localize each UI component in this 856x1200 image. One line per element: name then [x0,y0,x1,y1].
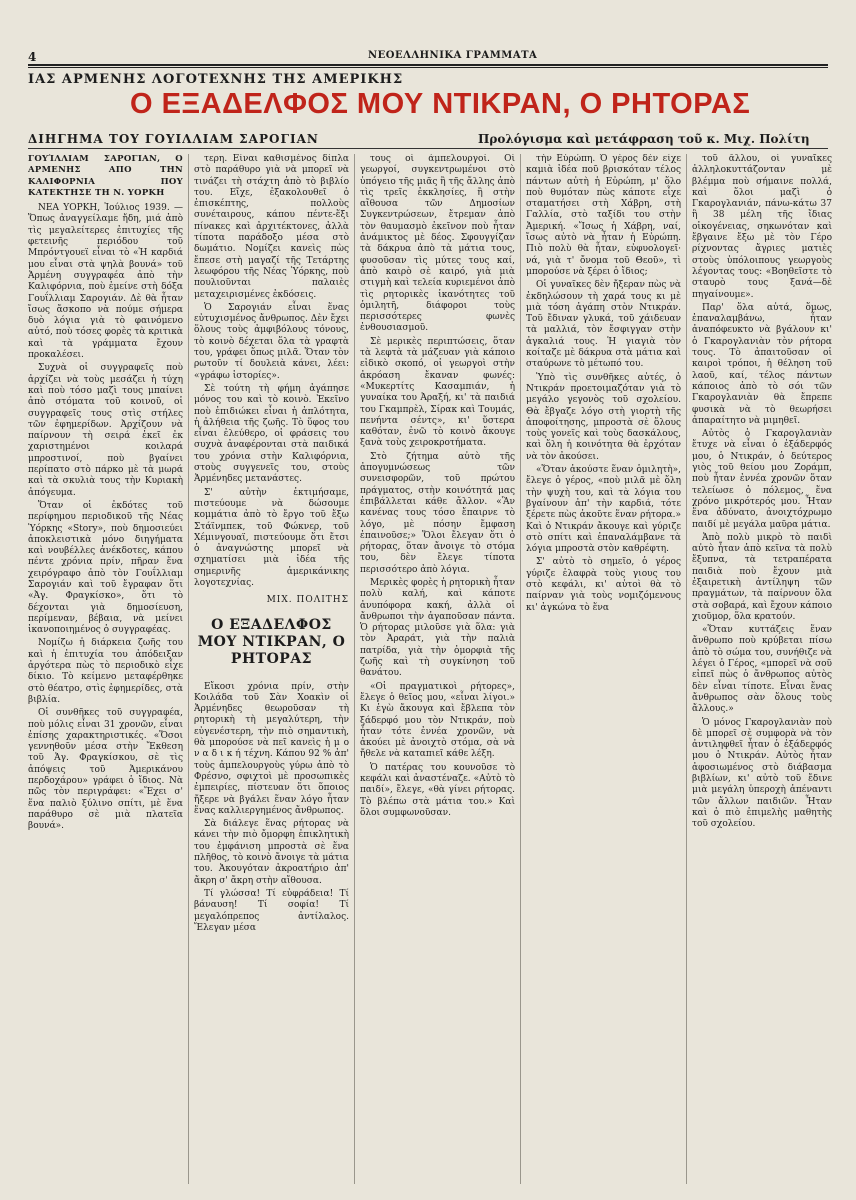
paragraph: Ὅταν οἱ ἐκδότες τοῦ περίφημου περιοδικοῦ τῆς Νέας Ὑόρκης «Story», ποὺ δημοσιεύει ἀποκλειστικὰ μόνο διηγήματα καὶ νουβέλλες ἀνέκδοτες, κάπου πέντε χρόνια πρίν, πῆραν ἕνα χειρόγραφο ἀπὸ τὸν Γουΐλλιαμ Σαρογιάν καὶ τοῦ ἔγραφαν ὅτι «Ἀγ. Φραγκίσκο», ὅτι τὸ δέχονται γιὰ δημοσίευση, περίμεναν, βέβαια, νὰ μείνει ἱκανοποιημένος ὁ συγγραφέας. [28,500,183,636]
column-lead: ΓΟΥΊΛΛΙΑΜ ΣΑΡΟΓΙΑΝ, Ο ΑΡΜΕΝΗΣ ΑΠΟ ΤΗΝ ΚΑΛΙΦΟΡΝΙΑ ΠΟΥ ΚΑΤΕΚΤΗΣΕ ΤΗ Ν. ΥΟΡΚΗ [28,154,183,198]
signature: ΜΙΧ. ΠΟΛΙΤΗΣ [266,595,349,606]
paragraph: ΝΕΑ ΥΟΡΚΗ, Ἰούλιος 1939. — Ὅπως ἀναγγείλαμε ἤδη, μιά ἀπὸ τὶς μεγαλείτερες ἐπιτυχίες τῆς φετεινῆς περιόδου τοῦ Μπρόντγουεϊ εἶναι τὸ «Ἡ καρδιά μου εἶναι στὰ ψηλὰ βουνά» τοῦ Ἀρμένη συγγραφέα ἀπὸ τὴν Καλιφόρνια, ποὺ ἐμείνε στὴ δόξα Γουΐλλιαμ Σαρογιάν. Δὲ θὰ ἦταν ἴσως ἄσκοπο νὰ πούμε σήμερα δυὸ λόγια γιὰ τὸ φαινόμενο αὐτό, ποὺ τόσες φορὲς τὰ κριτικὰ καὶ τὰ γράμματα ἔχουν προκαλέσει. [28,203,183,361]
paragraph: Ὁ Σαρογιάν εἶναι ἕνας εὐτυχισμένος ἄνθρωπος. Δὲν ἔχει ὅλους τοὺς ἀμφιβόλους τόνους, τὸ κοινὸ δέχεται ὅλα τὰ γραφτὰ του, γράφει ὅπως μιλᾶ. Ὅταν τὸν ρωτοῦν τί δουλειὰ κάνει, λέει: «γράφω ἱστορίες». [194,302,349,381]
column-divider [686,154,687,1184]
paragraph: Νομίζω ἡ διάρκεια ζωῆς του καὶ ἡ ἐπιτυχία του ἀπόδειξαν ἀργότερα πὼς τὸ περιοδικὸ εἶχε δίκιο. Τὸ κείμενο μεταφέρθηκε στὸ θέατρο, στὶς ἐφημερίδες, στὰ βιβλία. [28,638,183,705]
article-title: Ο ΕΞΑΔΕΛΦΟΣ ΜΟΥ ΝΤΙΚΡΑΝ, Ο ΡΗΤΟΡΑΣ [130,88,751,120]
paragraph: Μερικὲς φορὲς ἡ ρητορικὴ ἦταν πολὺ καλή, καὶ κάποτε ἀνυπόφορα κακή, ἀλλὰ οἱ ἄνθρωποι τὴν ἀγαποῦσαν πάντα. Ὁ ρήτορας μιλοῦσε γιὰ ὅλα: γιὰ τὸν Ἀραράτ, γιὰ τὴν παλιὰ πατρίδα, γιὰ τὴν ὀμορφιὰ τῆς ζωῆς καὶ τὴ συγκίνηση τοῦ θανάτου. [360,577,515,679]
headline-rule [28,148,828,149]
paragraph: τὴν Εὐρώπη. Ὁ γέρος δὲν εἶχε καμιὰ ἰδέα ποῦ βρισκόταν τέλος πάντων αὐτὴ ἡ Εὐρώπη, μ' ὅλο ποὺ θυμόταν πὼς κάποτε εἶχε σταματήσει στὴ Χάβρη, στὴ Γαλλία, στὸ ταξίδι του στὴν Ἀμερική. «Ἴσως ἡ Χάβρη, ναί, ἴσως αὐτὸ νὰ ἦταν ἡ Εὐρώπη. Πιὸ πολὺ θὰ ἦταν, εὐφυολογεῖ· νά, γιὰ τ' ὄνομα τοῦ Θεοῦ», τὶ μπορούσε νὰ ξέρει ὁ ἴδιος; [526,154,681,277]
paragraph: τερη. Εἶναι καθισμένος δίπλα στὸ παράθυρο γιὰ νὰ μπορεῖ νὰ τινάζει τὴ στάχτη ἀπὸ τὸ βιβλίο του. Εἴχε, ἐξακολουθεῖ ὁ ἐπισκέπτης, πολλοὺς συνέταιρους, κάπου πέντε-ἕξι πίνακες καὶ ἀρχιτέκτονες, ἀλλὰ τίποτα παράδοξο μέσα στὸ δωμάτιο. Νομίζει κανεὶς πὼς ἔπεσε στὴ μαγαζί τῆς Τετάρτης λεωφόρου τῆς Νέας Ὑόρκης, ποὺ πουλιοῦνται παλαιὲς μεταχειρισμένες ἐκδόσεις. [194,154,349,300]
paragraph: Ὑπὸ τὶς συνθῆκες αὐτές, ὁ Ντικράν προετοιμαζόταν γιὰ τὸ μεγάλο γεγονὸς τοῦ σχολείου. Θὰ ἔβγαζε λόγο στὴ γιορτὴ τῆς ἀποφοίτησης, μπροστὰ σὲ ὅλους τοὺς γονεῖς καὶ τοὺς δασκάλους, καὶ ὅλη ἡ κοινότητα θὰ ἐρχόταν νὰ τὸν ἀκούσει. [526,372,681,462]
paragraph: Εἴκοσι χρόνια πρίν, στὴν Κοιλάδα τοῦ Σὰν Χοακὶν οἱ Ἀρμένηδες θεωροῦσαν τὴ ρητορικὴ τὴ μεγαλύτερη, τὴν εὐγενέστερη, τὴν πιὸ σημαντικὴ, θὰ μπορούσε νὰ πεῖ κανεὶς ἡ μ ο ν α δ ι κ ή τέχνη. Κάπου 92 % ἀπ' τοὺς ἀμπελουργοὺς γύρω ἀπὸ τὸ Φρέσνο, σφιχτοὶ μὲ προσωπικὲς ἐμπειρίες, πίστευαν ὅτι ὅποιος ἤξερε νὰ βγάλει ἕναν λόγο ἦταν ἕνας καλλιεργημένος ἄνθρωπος. [194,681,349,816]
page-number: 4 [28,50,37,64]
column-divider [520,154,521,1184]
story-title: Ο ΕΞΑΔΕΛΦΟΣ ΜΟΥ ΝΤΙΚΡΑΝ, Ο ΡΗΤΟΡΑΣ [197,616,346,667]
paragraph: Στὸ ζήτημα αὐτὸ τῆς ἀπογυμνώσεως τῶν συνεισφορῶν, τοῦ πρώτου πράγματος, στὴν κοινότητά μας ἐπιβάλλεται κάθε ἄλλον. «Ἂν κανένας τους τόσο ἔπαιρνε τὸ λόγο, μὲ πόσην ἔμφαση ἐπαινοῦσε;» Ὅλοι ἔλεγαν ὅτι ὁ ρήτορας, ὅταν ἄνοιγε τὸ στόμα του, δὲν ἔλεγε τίποτα περισσότερο ἀπὸ λόγια. [360,451,515,575]
paragraph: «Ὅταν κυττάζεις ἕναν ἄνθρωπο ποὺ κρύβεται πίσω ἀπὸ τὸ σώμα του, συνήθιζε νὰ λέγει ὁ Γέρος, «μπορεῖ νὰ σοῦ εἰπεῖ πὼς ὁ ἄνθρωπος αὐτὸς δὲν εἶναι τίποτε. Εἶναι ἕνας ἄνθρωπος σὰν ὅλους τοὺς ἄλλους.» [692,625,832,715]
paragraph: Συχνὰ οἱ συγγραφεῖς ποὺ ἀρχίζει νὰ τοὺς μεσάζει ἡ τύχη καὶ ποὺ τόσο μαζὶ τους μπαίνει ἀπὸ στόματα τοῦ κοινοῦ, οἱ συγγραφεῖς τους στὶς στήλες τῶν ἐφημερίδων. Ἀρχίζουν νὰ παίρνουν τὴ σειρά ἐκεῖ ἐκ χαριστημένοι κοιλαρά μπροστινοί, ποὺ βγαίνει περίπατο στὸ πάρκο μὲ τὰ μωρά καὶ τὰ σκυλιὰ τους τὴν Κυριακὴ ἀπόγευμα. [28,363,183,498]
paragraph: Σὲ τούτη τὴ φήμη ἀγάπησε μόνος του καὶ τὸ κοινὸ. Ἐκεῖνο ποὺ ἐπιδιώκει εἶναι ἡ ἁπλότητα, ἡ ἀλήθεια τῆς ζωῆς. Τὸ ὕφος του εἶναι ἐλεύθερο, οἱ φράσεις του συχνὰ ἀναφέρονται στὰ παιδικά του χρόνια στὴν Καλιφόρνια, στοὺς συγγενεῖς του, στοὺς Ἀρμένηδες μετανάστες. [194,383,349,485]
page-header [28,48,828,68]
article-subhead: ΔΙΗΓΗΜΑ ΤΟΥ ΓΟΥΙΛΛΙΑΜ ΣΑΡΟΓΙΑΝ [28,132,319,146]
text-column-1 [28,154,183,1184]
column-divider [354,154,355,1184]
paragraph: Αὐτὸς ὁ Γκαρογλανιὰν ἔτυχε νὰ εἶναι ὁ ἐξάδερφός μου, ὁ Ντικράν, ὁ δεύτερος γιὸς τοῦ θείου μου Ζοράμπ, ποὺ ἦταν ἐννέα χρονῶν ὅταν τελείωσε ὁ πόλεμος, ἕνα χρόνο μικρότερός μου. Ἦταν ἕνα ἀδύνατο, ἀνοιχτόχρωμο παιδί μὲ μεγάλα μαῦρα μάτια. [692,429,832,530]
paragraph: Τί γλώσσα! Τί εὐφράδεια! Τί βάναυση! Τί σοφία! Τί μεγαλόπρεπος ἀντίλαλος. Ἔλεγαν μέσα [194,888,349,933]
paragraph: τοῦ ἄλλου, οἱ γυναῖκες ἀλληλοκυττάζονταν μὲ βλέμμα ποὺ σήμαινε πολλά, καὶ ὅλοι μαζὶ ὁ Γκαρογλανιάν, πάνω-κάτω 37 ἢ 38 μέλη τῆς ἴδιας οἰκογένειας, σηκωνόταν καὶ ἔβγαινε ἔξω μὲ τὸν Γέρο ρίχνοντας ἄγριες ματιὲς στοὺς ὑπόλοιπους γεωργοὺς λέγοντας τους: «Βοηθεῖστε τὸ σταυρὸ τους ξανά—δὲ πηγαίνουμε». [692,154,832,300]
paragraph: Ἀπὸ πολὺ μικρὸ τὸ παιδὶ αὐτὸ ἦταν ἀπὸ κεῖνα τὰ πολὺ ἔξυπνα, τὰ τετραπέρατα παιδιὰ ποὺ ἔχουν μιὰ ἐξαιρετικὴ ἀντίληψη τῶν πραγμάτων, τὰ παίρνουν ὅλα στὰ σοβαρά, καὶ ἔχουν κάποιο χιοῦμορ, ὅλα κρατούν. [692,532,832,622]
paragraph: τους οἱ ἀμπελουργοί. Οἱ γεωργοί, συγκεντρωμένοι στὸ ὑπόγειο τῆς μιᾶς ἢ τῆς ἄλλης ἀπὸ τὶς τρεῖς ἐκκλησίες, ἢ στὴν αἴθουσα τῶν Δημοσίων Συγκεντρώσεων, ἔτρεμαν ἀπὸ τὸν θαυμασμὸ ἐκεῖνον ποὺ ἦταν ἀνάμικτος μὲ δέος. Σφουγγίζαν τὰ δάκρυα ἀπὸ τὰ μάτια τους, φυσοῦσαν τὶς μύτες τους καί, ἀπὸ καιρὸ σὲ καιρό, γιὰ μιὰ στιγμὴ καὶ τελεία κυριεμένοι ἀπὸ τὶς ρητορικὲς ἱκανότητες τοῦ ὁμιλητῆ, διάφοροι τοὺς περισσότερες φωνὲς ἐνθουσιασμοῦ. [360,154,515,334]
paragraph: Οἱ γυναῖκες δὲν ἤξεραν πὼς νὰ ἐκδηλώσουν τὴ χαρά τους κι μὲ μιὰ τόση ἀγάπη στὸν Ντικράν. Τοῦ ἔδιναν γλυκά, τοῦ χάιδευαν τὰ μαλλιά, τὸν ἔσφιγγαν στὴν ἀγκαλιά τους. Ἡ γιαγιὰ τὸν κοίταζε μὲ δάκρυα στὰ μάτια καὶ σταύρωνε τὸ μέτωπό του. [526,280,681,370]
paragraph: Παρ' ὅλα αὐτά, ὅμως, ἐπαναλαμβάνω, ἦταν ἀναπόφευκτο νὰ βγάλουν κι' ὁ Γκαρογλανιὰν τὸν ρήτορα τους. Τὸ ἀπαιτοῦσαν οἱ καιροὶ τρόποι, ἡ θέληση τοῦ λαοῦ, καί, τέλος πάντων κάποιος ἀπὸ τὸ σόι τῶν Γκαρογλανιὰν θὰ ἔπρεπε φυσικὰ νὰ τὸ θεωρήσει ἀπαραίτητο νὰ μιμηθεῖ. [692,302,832,426]
column-divider [188,154,189,1184]
paragraph: Σὲ μερικὲς περιπτώσεις, ὅταν τὰ λεφτὰ τὰ μάζευαν γιὰ κάποιο εἰδικὸ σκοπό, οἱ γεωργοὶ στὴν ἀκρόαση ἔκαναν φωνές: «Μυκερτίτς Κασαμπιάν, ἡ γυναίκα του Ἀραξή, κι' τὰ παιδιά του Γκαμπρὲλ, Σίρακ καὶ Τουμάς, πενήντα σέντς», κι' ὕστερα καθόταν, ἐνῶ τὸ κοινὸ ἄκουγε ξανὰ τοὺς χειροκροτήματα. [360,336,515,449]
paragraph: Ὁ πατέρας του κουνοῦσε τὸ κεφάλι καὶ ἀναστέναζε. «Αὐτὸ τὸ παιδί», ἔλεγε, «θὰ γίνει ρήτορας. Τὸ βλέπω στὰ μάτια του.» Καὶ ὅλοι συμφωνοῦσαν. [360,762,515,818]
paragraph: Σ' αὐτὸ τὸ σημεῖο, ὁ γέρος γύριζε ἐλαφρὰ τοὺς γιους του στὸ κεφάλι, κι' αὐτοὶ θὰ τὸ παίρναν γιὰ τοὺς νομιζόμενους κι' ἀγκώνα τὸ ἕνα [526,557,681,613]
paragraph: «Οἱ πραγματικοὶ ρήτορες», ἔλεγε ὁ θεῖος μου, «εἶναι λίγοι.» Κι ἐγὼ ἄκουγα καὶ ἔβλεπα τὸν ξάδερφό μου τὸν Ντικράν, ποὺ ἦταν τότε ἐννέα χρονῶν, νὰ ἀκούει μὲ ἀνοιχτὸ στόμα, σὰ νὰ ἤθελε νὰ καταπιεῖ κάθε λέξη. [360,681,515,760]
paragraph: Ὁ μόνος Γκαρογλανιὰν ποὺ δὲ μπορεῖ σὲ συμφορὰ νὰ τὸν ἀντιληφθεῖ ἦταν ὁ ἐξάδερφός μου ὁ Ντικράν. Αὐτὸς ἦταν ἀφοσιωμένος στὸ διάβασμα βιβλίων, κι' αὐτὸ τοῦ ἔδινε μιὰ μεγάλη ὑπεροχὴ ἀπέναντι τῶν ἄλλων παιδιῶν. Ἦταν καὶ ὁ πιὸ ἐπιμελὴς μαθητὴς τοῦ σχολείου. [692,717,832,830]
paragraph: Οἱ συνθῆκες τοῦ συγγραφέα, ποὺ μόλις εἶναι 31 χρονῶν, εἶναι ἐπίσης χαρακτηριστικές. «Ὅσοι γεννηθοῦν μέσα στὴν Ἔκθεση τοῦ Ἀγ. Φραγκίσκου, σὲ τὶς ἀπόψεις τοῦ Ἀμερικάνου περδοχάρου» γράφει ὁ ἴδιος. Νὰ πῶς τὸν περιγράφει: «Ἔχει σ' ἕνα παλιὸ ξύλινο σπίτι, μὲ ἕνα παράθυρο σὲ μιὰ πλατεῖα βουνά». [28,708,183,832]
masthead: ΝΕΟΕΛΛΗΝΙΚΑ ΓΡΑΜΜΑΤΑ [368,50,538,61]
translator-credit: Προλόγισμα καὶ μετάφραση τοῦ κ. Μιχ. Πολίτη [478,132,810,146]
paragraph: «Ὅταν ἀκούστε ἕναν ὁμιλητὴ», ἔλεγε ὁ γέρος, «ποὺ μιλᾶ μὲ ὅλη τὴν ψυχὴ του, καὶ τὰ λόγια του βγαίνουν ἀπ' τὴν καρδιά, τότε ξέρετε πὼς ἀκοῦτε ἕναν ρήτορα.» Καὶ ὁ Ντικράν ἄκουγε καὶ γύριζε στὸ σπίτι καὶ ἐπαναλάμβανε τὰ λόγια μπροστὰ στὸν καθρέφτη. [526,465,681,555]
header-rule-thin [28,67,828,68]
text-column-2 [194,154,349,1184]
paragraph: Σὰ διάλεγε ἕνας ρήτορας νὰ κάνει τὴν πιὸ ὄμορφη ἐπικλητικὴ του ἐμφάνιση μπροστὰ σὲ ἕνα πλῆθος, τὸ κοινὸ ἄνοιγε τὰ μάτια του. Ἀκουγόταν ἀκροατήριο ἀπ' ἄκρη σ' ἄκρη στὴν αἴθουσα. [194,819,349,886]
article-kicker: ΙΑΣ ΑΡΜΕΝΗΣ ΛΟΓΟΤΕΧΝΗΣ ΤΗΣ ΑΜΕΡΙΚΗΣ [28,72,404,87]
text-column-5 [692,154,832,1184]
paragraph: Σ' αὐτὴν ἐκτιμήσαμε, πιστεύουμε νὰ δώσουμε κομμάτια ἀπὸ τὸ ἔργο τοῦ ἔξω Στάϊνμπεκ, τοῦ Φώκνερ, τοῦ Χέμινγουαϊ, πιστεύουμε ὅτι ἔτσι ὁ ἀναγνώστης μπορεῖ νὰ σχηματίσει μιὰ ἰδέα τῆς σημερινῆς ἀμερικάνικης λογοτεχνίας. [194,487,349,588]
text-column-3 [360,154,515,1184]
header-rule [28,64,828,66]
text-column-4 [526,154,681,1184]
